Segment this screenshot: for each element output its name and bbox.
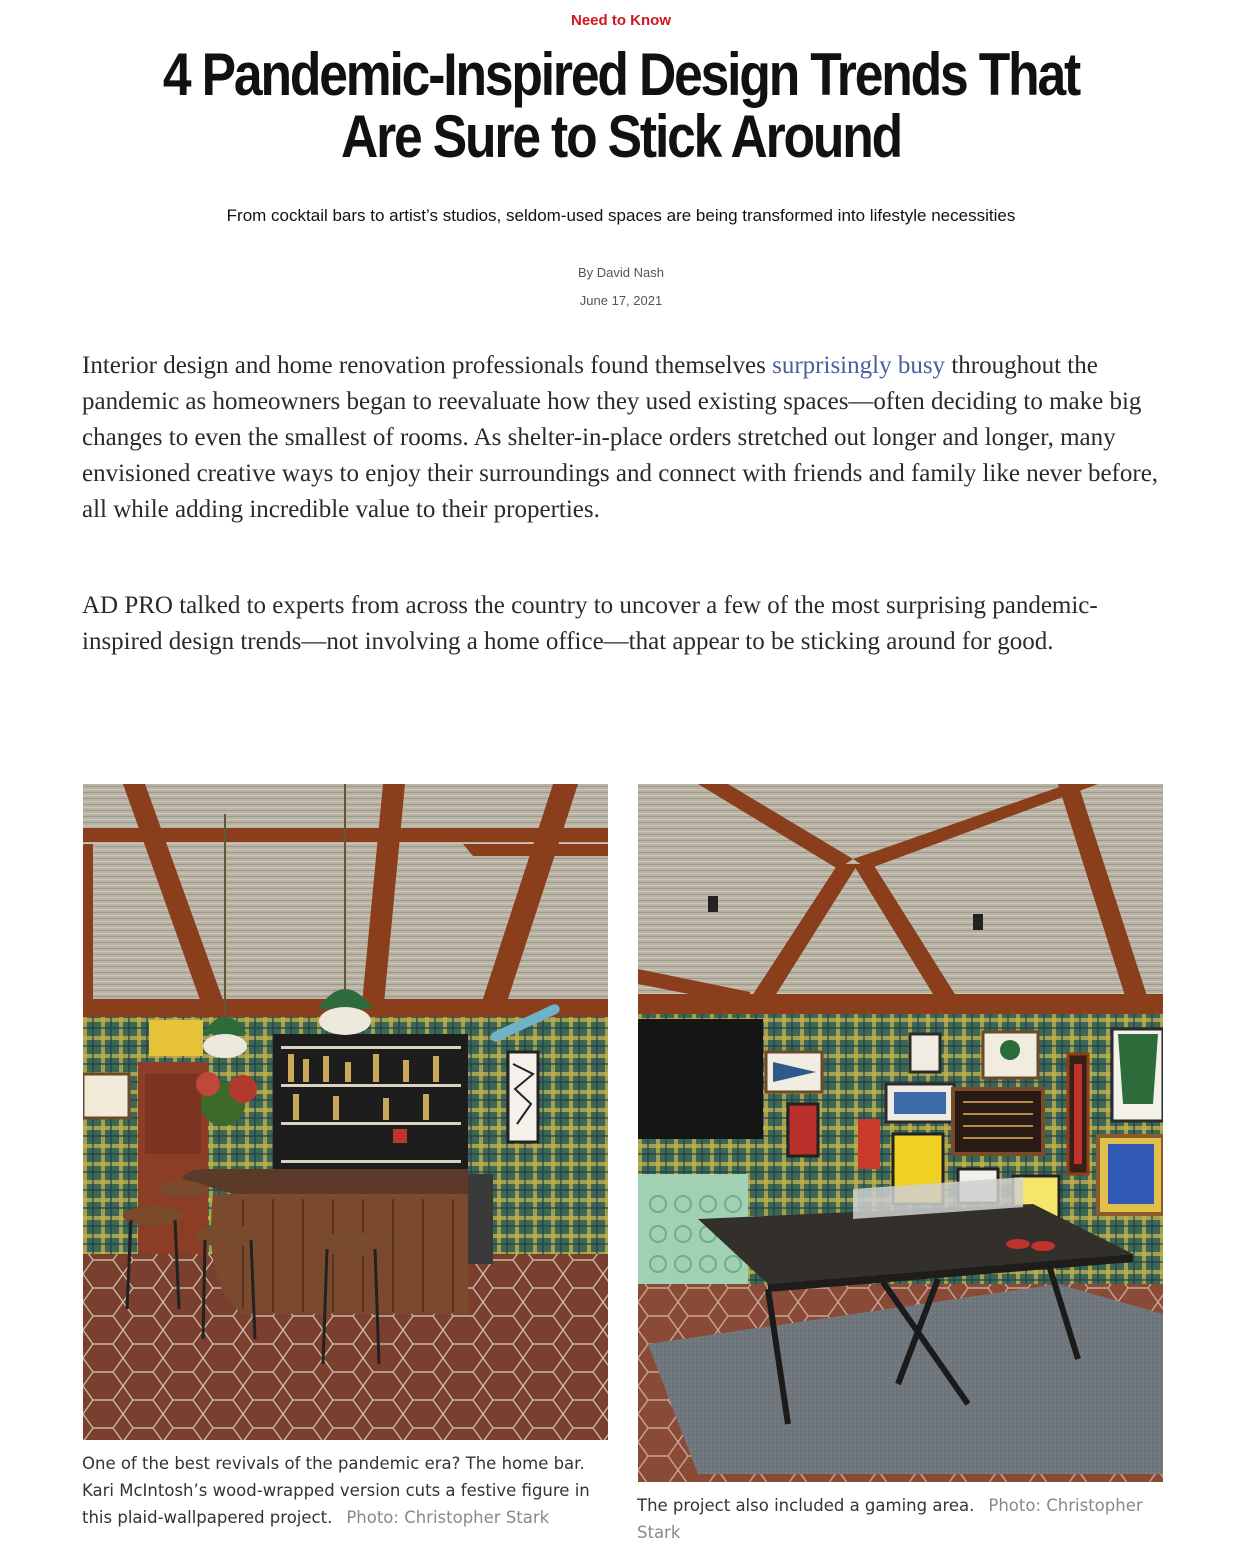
photo-credit: Photo: Christopher Stark: [346, 1508, 550, 1527]
caption-text: The project also included a gaming area.: [637, 1496, 975, 1515]
article-headline: 4 Pandemic-Inspired Design Trends That Are Sure to Stick Around: [162, 41, 1080, 170]
body-text-segment: Interior design and home renovation professionals found themselves: [82, 352, 773, 379]
body-paragraph-1: [82, 348, 1162, 528]
article-byline: By David Nash: [578, 265, 664, 280]
surprisingly-busy-link[interactable]: surprisingly busy: [772, 352, 946, 379]
body-text-segment: throughout the pandemic as homeowners began to reevaluate how they used existing spaces—often deciding to make big changes to even the smallest of rooms. As shelter-in-place orders stretched out longer and longer, many envisioned creative ways to enjoy their surroundings and connect with friends and family like never before, all while adding incredible value to their properties.: [82, 352, 1159, 523]
gaming-area-photo: [638, 784, 1163, 1482]
home-bar-caption: [82, 1450, 612, 1531]
home-bar-photo: [83, 784, 608, 1440]
section-rubric[interactable]: Need to Know: [571, 12, 671, 29]
caption-text: One of the best revivals of the pandemic era? The home bar. Kari McIntosh’s wood-wrapped version cuts a festive figure in this plaid-wallpapered project.: [82, 1454, 590, 1527]
article-dek: From cocktail bars to artist’s studios, seldom-used spaces are being transformed into lifestyle necessities: [226, 206, 1016, 225]
article-date: June 17, 2021: [579, 293, 663, 308]
gaming-area-caption: [637, 1492, 1167, 1546]
photo-credit: Photo: Christopher Stark: [637, 1496, 1143, 1542]
body-paragraph-2: AD PRO talked to experts from across the country to uncover a few of the most surprising pandemic-inspired design trends—not involving a home office—that appear to be sticking around for good.: [82, 592, 1098, 655]
